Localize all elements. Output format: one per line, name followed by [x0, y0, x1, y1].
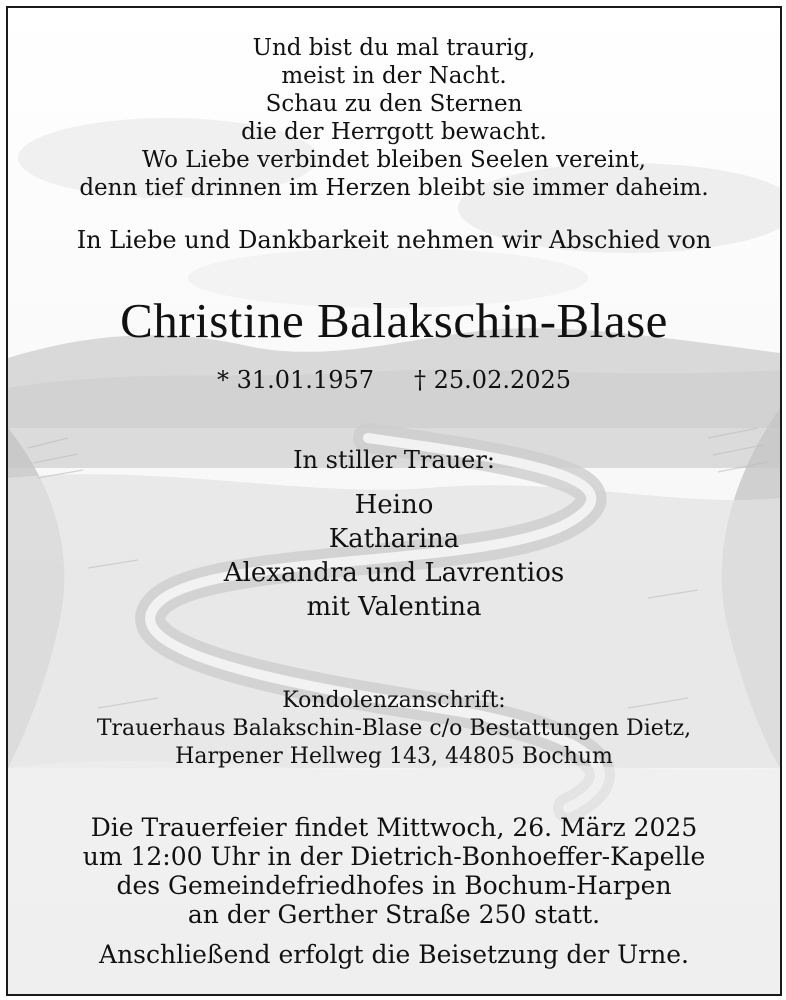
deceased-name: Christine Balakschin-Blase: [120, 293, 668, 348]
mourner-name: Heino: [354, 490, 434, 520]
service-line: an der Gerther Straße 250 statt.: [187, 900, 601, 929]
life-dates: [8, 366, 780, 394]
poem-line: meist in der Nacht.: [281, 63, 507, 89]
poem-line: die der Herrgott bewacht.: [241, 119, 547, 145]
burial-note: Anschließend erfolgt die Beisetzung der Urne.: [99, 940, 689, 969]
poem-line: Schau zu den Sternen: [265, 91, 523, 117]
condolence-address: Harpener Hellweg 143, 44805 Bochum: [175, 744, 613, 769]
mourner-name: Alexandra und Lavrentios: [223, 558, 565, 588]
service-line: des Gemeindefriedhofes in Bochum-Harpen: [116, 871, 672, 900]
poem-line: Und bist du mal traurig,: [252, 35, 536, 61]
condolence-address: Trauerhaus Balakschin-Blase c/o Bestattungen Dietz,: [96, 716, 692, 741]
poem-line: denn tief drinnen im Herzen bleibt sie immer daheim.: [79, 175, 709, 201]
obituary-text: [8, 8, 780, 994]
obituary-card: [6, 6, 782, 996]
death-date: † 25.02.2025: [414, 366, 572, 394]
mourner-name: Katharina: [328, 524, 460, 554]
mourners-heading: In stiller Trauer:: [293, 446, 495, 474]
service-line: um 12:00 Uhr in der Dietrich-Bonhoeffer-Kapelle: [82, 842, 706, 871]
service-line: Die Trauerfeier findet Mittwoch, 26. März 2025: [90, 813, 698, 842]
poem-line: Wo Liebe verbindet bleiben Seelen vereint,: [141, 147, 646, 173]
mourner-name: mit Valentina: [306, 592, 482, 622]
condolence-label: Kondolenzanschrift:: [282, 688, 506, 713]
farewell-intro: In Liebe und Dankbarkeit nehmen wir Abschied von: [76, 226, 712, 254]
birth-date: * 31.01.1957: [216, 366, 374, 394]
